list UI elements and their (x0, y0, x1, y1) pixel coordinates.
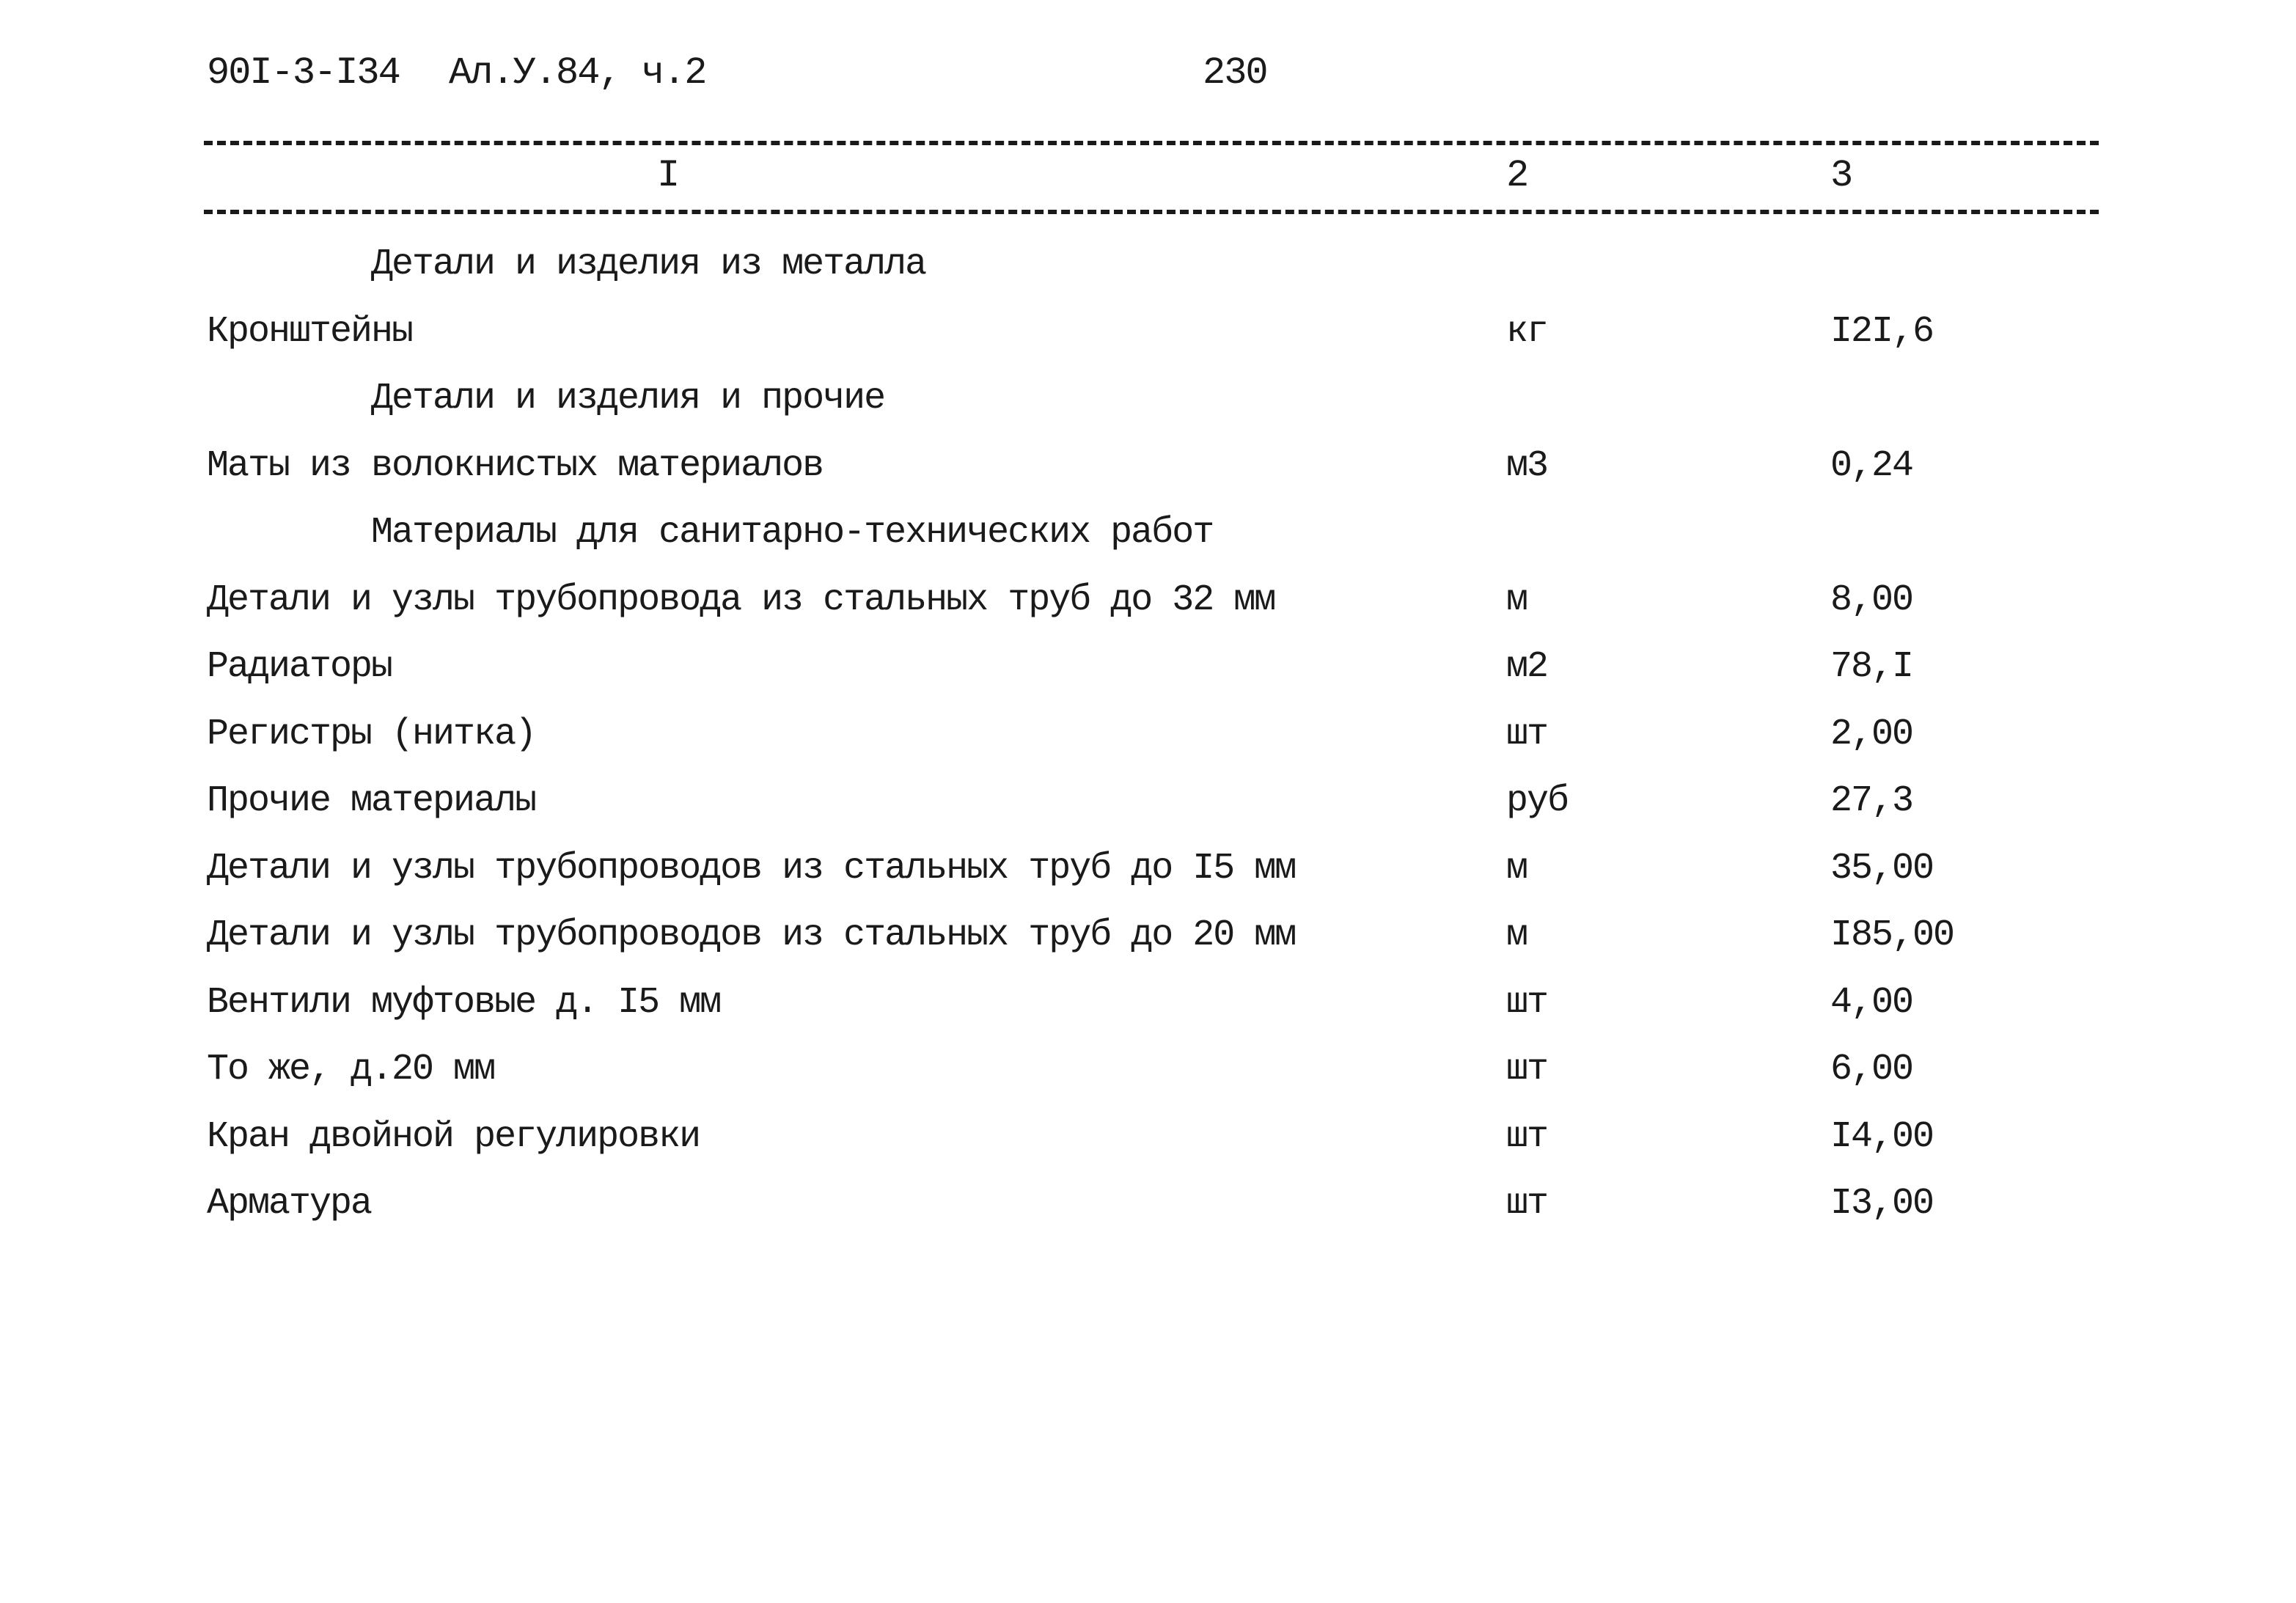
table-row (0, 703, 2296, 771)
table-row (0, 904, 2296, 972)
table-row (0, 837, 2296, 905)
row-name: Детали и узлы трубопроводов из стальных труб до 20 мм (207, 914, 1296, 956)
table-row (0, 1106, 2296, 1173)
page-header (0, 45, 2296, 104)
row-name: Регистры (нитка) (207, 713, 536, 755)
album-reference: Ал.У.84, ч.2 (449, 51, 706, 95)
row-unit: м3 (1506, 444, 1548, 487)
row-name: Радиаторы (207, 646, 392, 688)
document-code: 90I-3-I34 (207, 51, 400, 95)
table-row (0, 233, 2296, 301)
row-unit: м (1506, 579, 1527, 621)
column-header-quantity: 3 (1830, 154, 1854, 197)
table-row (0, 636, 2296, 703)
table-row (0, 770, 2296, 837)
row-name: Арматура (207, 1183, 372, 1225)
row-quantity: I2I,6 (1830, 310, 1934, 353)
table-rule-header-bottom (204, 210, 2099, 214)
row-quantity: 27,3 (1830, 780, 1913, 822)
column-header-unit: 2 (1506, 154, 1530, 197)
row-name: Прочие материалы (207, 780, 536, 822)
table-row (0, 301, 2296, 368)
row-unit: кг (1506, 310, 1548, 353)
column-header-name: I (657, 154, 681, 197)
table-row (0, 569, 2296, 637)
row-unit: руб (1506, 780, 1569, 822)
row-quantity: 4,00 (1830, 981, 1913, 1024)
row-name: Кронштейны (207, 310, 413, 353)
table-row (0, 1173, 2296, 1240)
table-row (0, 435, 2296, 502)
table-row (0, 367, 2296, 435)
row-name: То же, д.20 мм (207, 1049, 495, 1090)
table-row (0, 1038, 2296, 1106)
row-unit: м2 (1506, 646, 1548, 688)
row-unit: шт (1506, 713, 1548, 755)
row-name: Кран двойной регулировки (207, 1115, 700, 1158)
materials-table-body (0, 233, 2296, 1240)
row-quantity: I3,00 (1830, 1183, 1934, 1225)
row-unit: м (1506, 847, 1527, 889)
row-name: Детали и узлы трубопровода из стальных труб до 32 мм (207, 579, 1275, 621)
row-quantity: 8,00 (1830, 579, 1913, 621)
row-unit: шт (1506, 1049, 1548, 1090)
row-name: Детали и изделия из металла (371, 243, 926, 285)
row-name: Вентили муфтовые д. I5 мм (207, 981, 721, 1024)
row-quantity: 6,00 (1830, 1049, 1913, 1090)
table-row (0, 972, 2296, 1039)
row-name: Маты из волокнистых материалов (207, 444, 824, 487)
row-name: Материалы для санитарно-технических работ (371, 512, 1214, 554)
row-name: Детали и изделия и прочие (371, 378, 885, 419)
row-quantity: 0,24 (1830, 444, 1913, 487)
row-unit: шт (1506, 981, 1548, 1024)
row-unit: шт (1506, 1183, 1548, 1225)
row-quantity: 2,00 (1830, 713, 1913, 755)
row-name: Детали и узлы трубопроводов из стальных труб до I5 мм (207, 847, 1296, 889)
row-quantity: I4,00 (1830, 1115, 1934, 1158)
table-row (0, 502, 2296, 569)
table-rule-top (204, 141, 2099, 145)
row-unit: м (1506, 914, 1527, 956)
row-quantity: I85,00 (1830, 914, 1954, 956)
row-unit: шт (1506, 1115, 1548, 1158)
row-quantity: 78,I (1830, 646, 1913, 688)
page-number: 230 (1203, 51, 1267, 95)
row-quantity: 35,00 (1830, 847, 1934, 889)
